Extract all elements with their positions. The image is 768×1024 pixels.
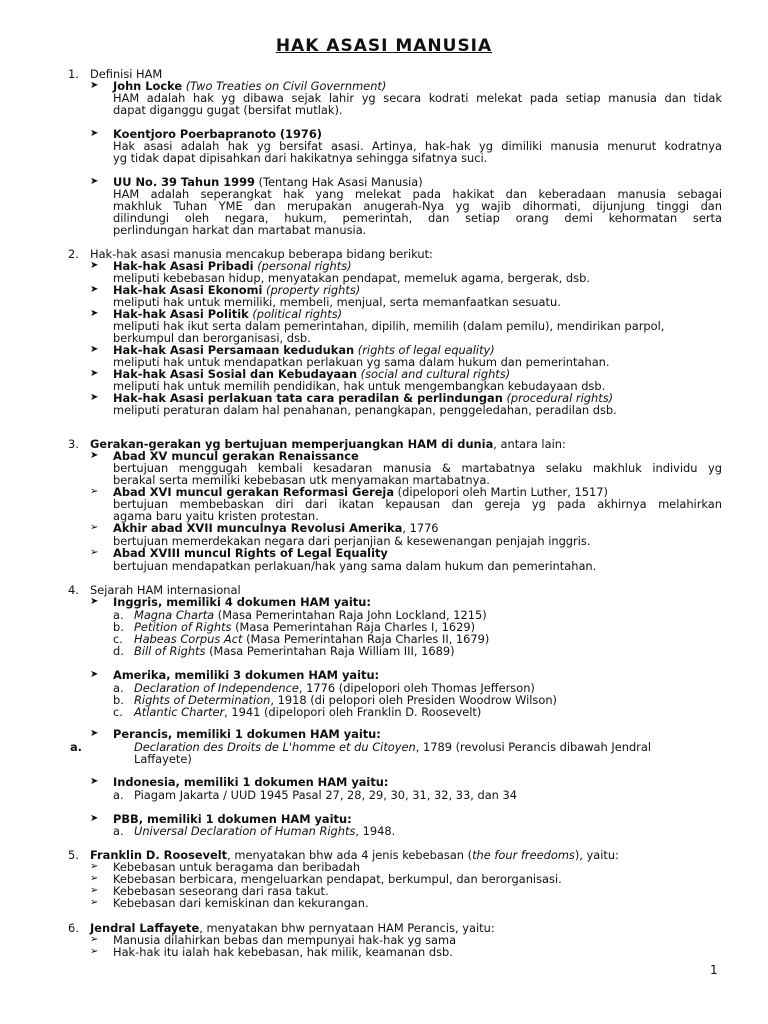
arrow-bullet-icon: ➤ bbox=[90, 344, 99, 355]
section-4-number: 4. bbox=[68, 583, 79, 597]
doc-marker: d. bbox=[113, 644, 124, 658]
arrow-bullet-icon: ➤ bbox=[90, 669, 99, 680]
freedom-item: Kebebasan dari kemiskinan dan kekurangan. bbox=[113, 896, 369, 910]
doc-entry-cont: Laffayete) bbox=[134, 752, 192, 766]
arrow-bullet-icon: ➢ bbox=[90, 885, 99, 896]
section-3-heading: Gerakan-gerakan yg bertujuan memperjuangkan HAM di dunia, antara lain: bbox=[90, 437, 566, 451]
section-2-number: 2. bbox=[68, 247, 79, 261]
movement-item-name: Abad XV muncul gerakan Renaissance bbox=[113, 449, 359, 463]
arrow-bullet-icon: ➢ bbox=[90, 934, 99, 945]
rights-item-name: Hak-hak Asasi Ekonomi (property rights) bbox=[113, 283, 361, 297]
doc-marker: a. bbox=[113, 681, 124, 695]
freedom-item: Kebebasan untuk beragama dan beribadah bbox=[113, 860, 361, 874]
movement-item-desc: bertujuan membebaskan diri dari ikatan kepausan dan gereja yg pada akhirnya melahirkan bbox=[113, 497, 722, 511]
doc-marker: b. bbox=[113, 693, 124, 707]
arrow-bullet-icon: ➤ bbox=[90, 176, 99, 187]
arrow-bullet-icon: ➢ bbox=[90, 547, 99, 558]
freedom-item: Kebebasan berbicara, mengeluarkan pendapat, berkumpul, dan berorganisasi. bbox=[113, 872, 562, 886]
arrow-bullet-icon: ➢ bbox=[90, 897, 99, 908]
declaration-item: Manusia dilahirkan bebas dan mempunyai hak-hak yg sama bbox=[113, 933, 457, 947]
section-1-number: 1. bbox=[68, 67, 79, 81]
movement-item-desc: agama baru yaitu kristen protestan. bbox=[113, 509, 319, 523]
doc-entry: Bill of Rights (Masa Pemerintahan Raja William III, 1689) bbox=[134, 644, 455, 658]
section-5-number: 5. bbox=[68, 848, 79, 862]
arrow-bullet-icon: ➢ bbox=[90, 486, 99, 497]
country-heading-inggris: Inggris, memiliki 4 dokumen HAM yaitu: bbox=[113, 595, 371, 609]
doc-marker: c. bbox=[113, 705, 123, 719]
arrow-bullet-icon: ➤ bbox=[90, 813, 99, 824]
country-heading-indonesia: Indonesia, memiliki 1 dokumen HAM yaitu: bbox=[113, 775, 389, 789]
rights-item-desc: meliputi hak untuk memiliki, membeli, menjual, serta memanfaatkan sesuatu. bbox=[113, 295, 561, 309]
definition-text: dilindungi oleh negara, hukum, pemerintah, dan setiap orang demi kehormatan serta bbox=[113, 211, 722, 225]
definition-text: Hak asasi adalah hak yg bersifat asasi. Artinya, hak-hak yg dimiliki manusia menurut kodratnya bbox=[113, 139, 722, 153]
section-6-number: 6. bbox=[68, 921, 79, 935]
rights-item-name: Hak-hak Asasi Pribadi (personal rights) bbox=[113, 259, 352, 273]
arrow-bullet-icon: ➤ bbox=[90, 450, 99, 461]
rights-item-name: Hak-hak Asasi Persamaan kedudukan (rights of legal equality) bbox=[113, 343, 495, 357]
rights-item-desc: meliputi kebebasan hidup, menyatakan pendapat, memeluk agama, bergerak, dsb. bbox=[113, 271, 590, 285]
country-heading-amerika: Amerika, memiliki 3 dokumen HAM yaitu: bbox=[113, 668, 380, 682]
doc-marker: a. bbox=[113, 824, 124, 838]
doc-entry: Declaration des Droits de L'homme et du Citoyen, 1789 (revolusi Perancis dibawah Jendral bbox=[134, 740, 652, 754]
definition-text: dapat diganggu gugat (bersifat mutlak). bbox=[113, 103, 343, 117]
movement-item-name: Abad XVI muncul gerakan Reformasi Gereja (dipelopori oleh Martin Luther, 1517) bbox=[113, 485, 608, 499]
definition-koentjoro: Koentjoro Poerbapranoto (1976) bbox=[113, 127, 322, 141]
arrow-bullet-icon: ➢ bbox=[90, 946, 99, 957]
rights-item-name: Hak-hak Asasi Sosial dan Kebudayaan (social and cultural rights) bbox=[113, 367, 511, 381]
arrow-bullet-icon: ➤ bbox=[90, 596, 99, 607]
section-5-heading: Franklin D. Roosevelt, menyatakan bhw ada 4 jenis kebebasan (the four freedoms), yaitu: bbox=[90, 848, 619, 862]
arrow-bullet-icon: ➤ bbox=[90, 284, 99, 295]
arrow-bullet-icon: ➤ bbox=[90, 80, 99, 91]
doc-entry: Habeas Corpus Act (Masa Pemerintahan Raja Charles II, 1679) bbox=[134, 632, 490, 646]
arrow-bullet-icon: ➢ bbox=[90, 522, 99, 533]
rights-item-desc: meliputi hak untuk memilih pendidikan, hak untuk mengembangkan kebudayaan dsb. bbox=[113, 379, 606, 393]
arrow-bullet-icon: ➤ bbox=[90, 368, 99, 379]
doc-entry: Universal Declaration of Human Rights, 1948. bbox=[134, 824, 396, 838]
definition-text: yg tidak dapat dipisahkan dari hakikatnya sehingga sifatnya suci. bbox=[113, 151, 488, 165]
doc-entry: Piagam Jakarta / UUD 1945 Pasal 27, 28, 29, 30, 31, 32, 33, dan 34 bbox=[134, 788, 518, 802]
movement-item-name: Akhir abad XVII munculnya Revolusi Amerika, 1776 bbox=[113, 521, 439, 535]
definition-text: makhluk Tuhan YME dan merupakan anugerah-Nya yg wajib dihormati, dijunjung tinggi dan bbox=[113, 199, 722, 213]
section-3-number: 3. bbox=[68, 437, 79, 451]
declaration-item: Hak-hak itu ialah hak kebebasan, hak milik, keamanan dsb. bbox=[113, 945, 453, 959]
arrow-bullet-icon: ➤ bbox=[90, 308, 99, 319]
arrow-bullet-icon: ➤ bbox=[90, 260, 99, 271]
doc-marker: a. bbox=[113, 788, 124, 802]
arrow-bullet-icon: ➢ bbox=[90, 861, 99, 872]
arrow-bullet-icon: ➢ bbox=[90, 873, 99, 884]
country-heading-perancis: Perancis, memiliki 1 dokumen HAM yaitu: bbox=[113, 727, 381, 741]
section-1-heading: Definisi HAM bbox=[90, 67, 163, 81]
rights-item-name: Hak-hak Asasi perlakuan tata cara peradilan & perlindungan (procedural rights) bbox=[113, 391, 614, 405]
definition-uu-39: UU No. 39 Tahun 1999 (Tentang Hak Asasi Manusia) bbox=[113, 175, 423, 189]
arrow-bullet-icon: ➤ bbox=[90, 776, 99, 787]
section-2-heading: Hak-hak asasi manusia mencakup beberapa bidang berikut: bbox=[90, 247, 433, 261]
doc-marker: a. bbox=[113, 608, 124, 622]
rights-item-name: Hak-hak Asasi Politik (political rights) bbox=[113, 307, 343, 321]
movement-item-desc: bertujuan memerdekakan negara dari perjanjian & kesewenangan penjajah inggris. bbox=[113, 534, 591, 548]
rights-item-desc: meliputi hak ikut serta dalam pemerintahan, dipilih, memilih (dalam pemilu), mendirikan parpol, bbox=[113, 319, 665, 333]
movement-item-desc: bertujuan menggugah kembali kesadaran manusia & martabatnya selaku makhluk individu yg bbox=[113, 461, 722, 475]
doc-marker: c. bbox=[113, 632, 123, 646]
doc-entry: Magna Charta (Masa Pemerintahan Raja John Lockland, 1215) bbox=[134, 608, 487, 622]
freedom-item: Kebebasan seseorang dari rasa takut. bbox=[113, 884, 329, 898]
doc-marker: b. bbox=[113, 620, 124, 634]
movement-item-desc: bertujuan mendapatkan perlakuan/hak yang sama dalam hukum dan pemerintahan. bbox=[113, 559, 597, 573]
country-heading-pbb: PBB, memiliki 1 dokumen HAM yaitu: bbox=[113, 812, 352, 826]
rights-item-desc: meliputi hak untuk mendapatkan perlakuan yg sama dalam hukum dan pemerintahan. bbox=[113, 355, 610, 369]
definition-text: HAM adalah seperangkat hak yang melekat pada hakikat dan keberadaan manusia sebagai bbox=[113, 187, 722, 201]
doc-entry: Atlantic Charter, 1941 (dipelopori oleh Franklin D. Roosevelt) bbox=[134, 705, 482, 719]
definition-text: perlindungan harkat dan martabat manusia. bbox=[113, 223, 367, 237]
doc-marker: a. bbox=[70, 740, 83, 754]
doc-entry: Rights of Determination, 1918 (di pelopori oleh Presiden Woodrow Wilson) bbox=[134, 693, 558, 707]
page-number: 1 bbox=[710, 963, 718, 977]
arrow-bullet-icon: ➤ bbox=[90, 392, 99, 403]
movement-item-desc: berakal serta memiliki kebebasan utk menyamakan martabatnya. bbox=[113, 473, 490, 487]
doc-entry: Petition of Rights (Masa Pemerintahan Raja Charles I, 1629) bbox=[134, 620, 476, 634]
arrow-bullet-icon: ➤ bbox=[90, 128, 99, 139]
definition-text: HAM adalah hak yg dibawa sejak lahir yg secara kodrati melekat pada setiap manusia dan tidak bbox=[113, 91, 722, 105]
section-4-heading: Sejarah HAM internasional bbox=[90, 583, 241, 597]
definition-john-locke: John Locke (Two Treaties on Civil Government) bbox=[113, 79, 387, 93]
rights-item-desc: berkumpul dan berorganisasi, dsb. bbox=[113, 331, 311, 345]
movement-item-name: Abad XVIII muncul Rights of Legal Equality bbox=[113, 546, 388, 560]
section-6-heading: Jendral Laffayete, menyatakan bhw pernyataan HAM Perancis, yaitu: bbox=[90, 921, 495, 935]
page-title: HAK ASASI MANUSIA bbox=[275, 36, 493, 56]
rights-item-desc: meliputi peraturan dalam hal penahanan, penangkapan, penggeledahan, peradilan dsb. bbox=[113, 403, 617, 417]
arrow-bullet-icon: ➤ bbox=[90, 728, 99, 739]
doc-entry: Declaration of Independence, 1776 (dipelopori oleh Thomas Jefferson) bbox=[134, 681, 535, 695]
